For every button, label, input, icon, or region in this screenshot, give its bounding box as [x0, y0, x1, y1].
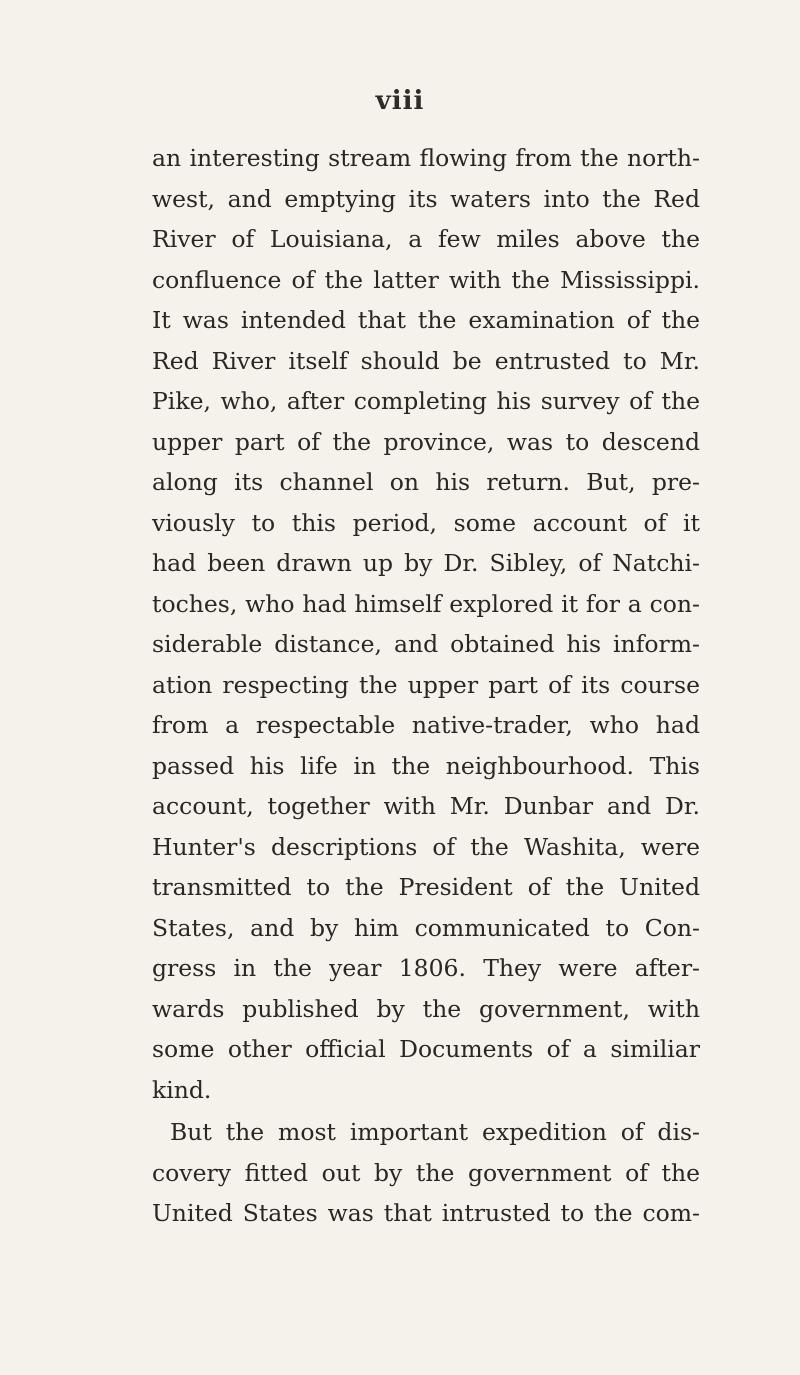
text-line: States, and by him communicated to Con- — [152, 913, 700, 942]
text-line: passed his life in the neighbourhood. This — [152, 751, 700, 780]
text-line: But the most important expedition of dis- — [170, 1118, 700, 1146]
text-line: Red River itself should be entrusted to Mr. — [152, 346, 700, 375]
text-line: some other official Documents of a similiar — [152, 1035, 700, 1063]
page-number: viii — [375, 86, 425, 116]
text-line: gress in the year 1806. They were after- — [152, 954, 700, 982]
text-line: kind. — [152, 1075, 212, 1104]
text-line: along its channel on his return. But, pre- — [152, 468, 700, 496]
text-line: ation respecting the upper part of its course — [152, 670, 700, 699]
text-line: River of Louisiana, a few miles above the — [152, 225, 700, 253]
text-line: had been drawn up by Dr. Sibley, of Natchi- — [152, 549, 700, 577]
text-line: United States was that intrusted to the com- — [152, 1199, 700, 1227]
text-line: toches, who had himself explored it for a con- — [152, 589, 700, 618]
text-line: siderable distance, and obtained his inform- — [152, 630, 700, 658]
text-line: Hunter's descriptions of the Washita, were — [152, 832, 700, 861]
text-line: wards published by the government, with — [152, 994, 700, 1023]
text-line: an interesting stream flowing from the north- — [152, 144, 700, 172]
text-line: transmitted to the President of the United — [152, 873, 700, 901]
text-line: upper part of the province, was to descend — [152, 427, 700, 456]
text-line: covery fitted out by the government of the — [152, 1158, 700, 1187]
paragraph — [152, 1112, 700, 1234]
text-line: west, and emptying its waters into the Red — [152, 184, 700, 213]
text-line: from a respectable native-trader, who had — [152, 711, 700, 739]
text-line: viously to this period, some account of it — [152, 508, 700, 537]
paragraph — [152, 138, 700, 1110]
text-line: account, together with Mr. Dunbar and Dr. — [152, 792, 700, 820]
text-line: confluence of the latter with the Mississippi. — [152, 265, 700, 294]
text-line: It was intended that the examination of the — [152, 306, 700, 334]
text-line: Pike, who, after completing his survey of the — [152, 387, 700, 415]
